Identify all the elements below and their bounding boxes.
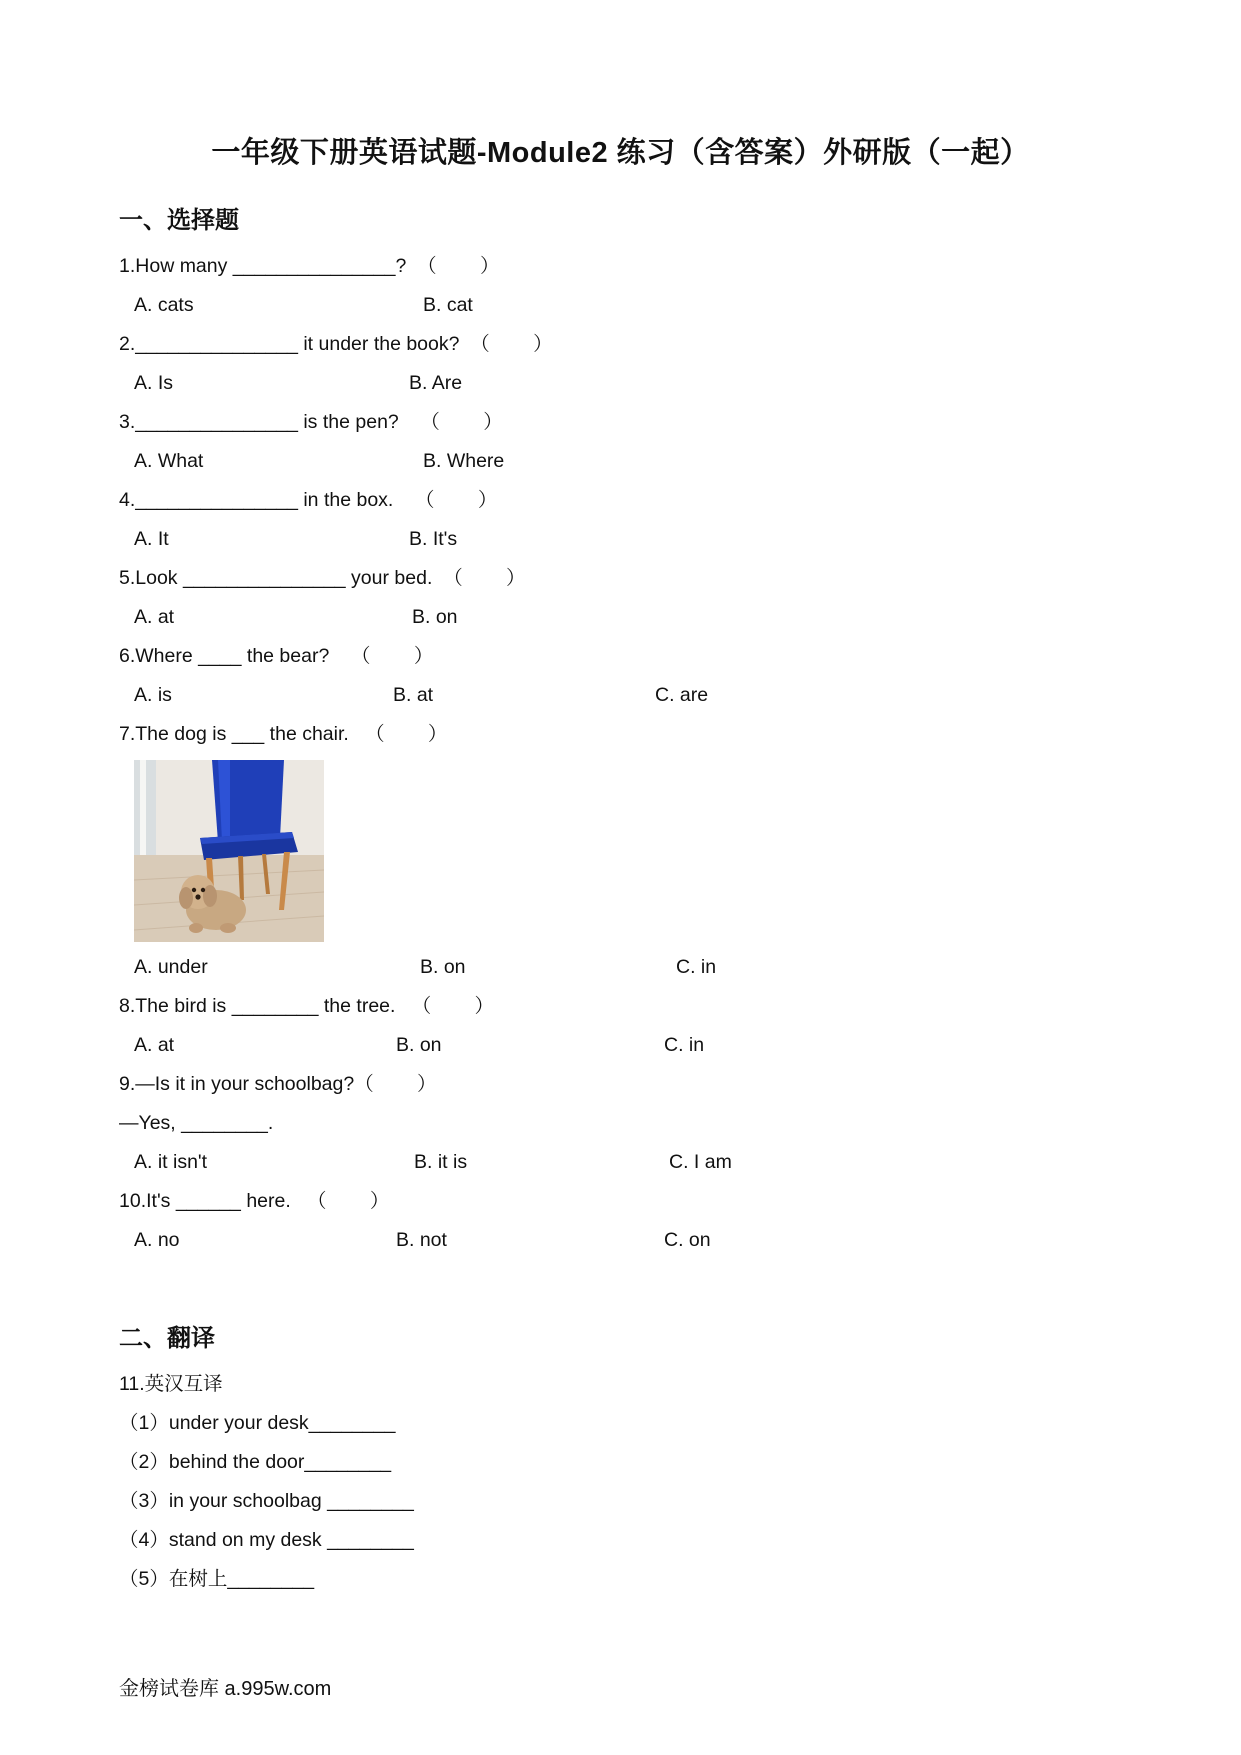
question-8-stem: 8.The bird is ________ the tree. （ ） xyxy=(119,995,495,1017)
question-6-option-b: B. at xyxy=(393,684,434,706)
translation-item-4: （4）stand on my desk ________ xyxy=(119,1529,414,1551)
question-8-option-c: C. in xyxy=(664,1034,705,1056)
section-heading-translation: 二、翻译 xyxy=(119,1325,215,1352)
question-5-option-b: B. on xyxy=(412,606,458,628)
question-4-option-a: A. It xyxy=(134,528,169,550)
question-10-stem: 10.It's ______ here. （ ） xyxy=(119,1190,390,1212)
translation-item-1: （1）under your desk________ xyxy=(119,1412,396,1434)
question-3-option-b: B. Where xyxy=(423,450,505,472)
question-6-option-a: A. is xyxy=(134,684,172,706)
question-11-stem: 11.英汉互译 xyxy=(119,1373,223,1395)
question-9-option-a: A. it isn't xyxy=(134,1151,208,1173)
question-8-option-a: A. at xyxy=(134,1034,175,1056)
question-9-option-b: B. it is xyxy=(414,1151,468,1173)
question-1-option-a: A. cats xyxy=(134,294,194,316)
question-2-option-a: A. Is xyxy=(134,372,174,394)
question-9-stem-reply: —Yes, ________. xyxy=(119,1112,274,1134)
question-1-stem: 1.How many _______________? （ ） xyxy=(119,255,500,277)
section-heading-choice: 一、选择题 xyxy=(119,207,239,234)
translation-item-2: （2）behind the door________ xyxy=(119,1451,392,1473)
question-7-option-b: B. on xyxy=(420,956,466,978)
question-6-stem: 6.Where ____ the bear? （ ） xyxy=(119,645,434,667)
dog-under-chair-photo xyxy=(134,760,324,942)
question-1-option-b: B. cat xyxy=(423,294,473,316)
translation-item-3: （3）in your schoolbag ________ xyxy=(119,1490,414,1512)
question-2-option-b: B. Are xyxy=(409,372,463,394)
question-3-option-a: A. What xyxy=(134,450,204,472)
question-7-stem: 7.The dog is ___ the chair. （ ） xyxy=(119,723,448,745)
question-10-option-a: A. no xyxy=(134,1229,180,1251)
question-2-stem: 2._______________ it under the book? （ ） xyxy=(119,333,553,355)
question-9-stem: 9.—Is it in your schoolbag?（ ） xyxy=(119,1073,437,1095)
question-7-option-a: A. under xyxy=(134,956,208,978)
question-10-option-b: B. not xyxy=(396,1229,447,1251)
question-6-option-c: C. are xyxy=(655,684,709,706)
question-8-option-b: B. on xyxy=(396,1034,442,1056)
question-4-stem: 4._______________ in the box. （ ） xyxy=(119,489,498,511)
translation-item-5: （5）在树上________ xyxy=(119,1568,315,1590)
question-10-option-c: C. on xyxy=(664,1229,711,1251)
question-4-option-b: B. It's xyxy=(409,528,458,550)
question-3-stem: 3._______________ is the pen? （ ） xyxy=(119,411,503,433)
question-7-option-c: C. in xyxy=(676,956,717,978)
question-5-stem: 5.Look _______________ your bed. （ ） xyxy=(119,567,526,589)
question-9-option-c: C. I am xyxy=(669,1151,732,1173)
page-title: 一年级下册英语试题-Module2 练习（含答案）外研版（一起） xyxy=(211,137,1030,169)
footer-source: 金榜试卷库 a.995w.com xyxy=(119,1678,332,1700)
question-5-option-a: A. at xyxy=(134,606,175,628)
